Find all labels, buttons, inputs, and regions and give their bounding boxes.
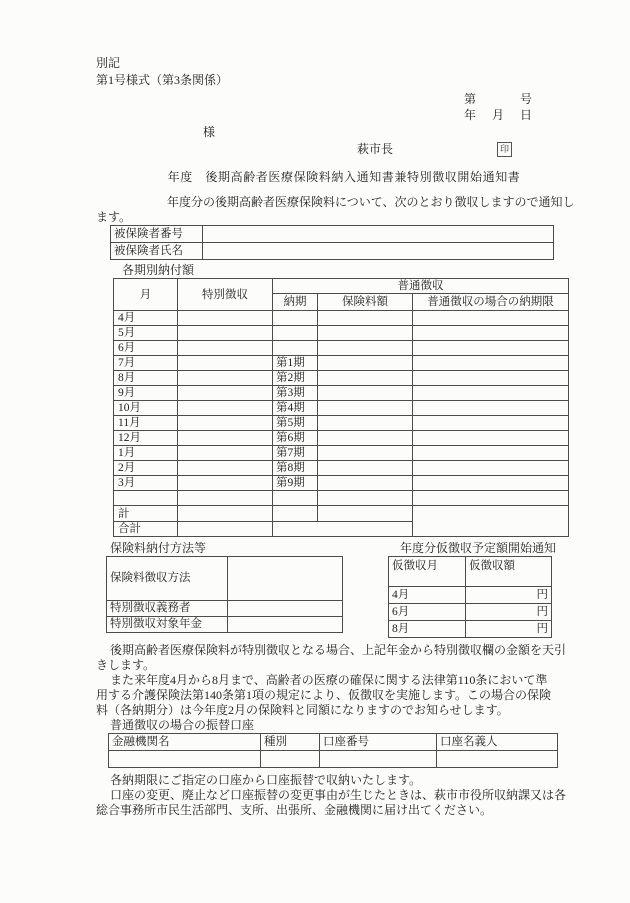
amount-cell (318, 461, 413, 476)
month-cell: 4月 (114, 311, 178, 326)
footer-line: 口座の変更、廃止など口座振替の変更事由が生じたときは、萩市市役所収納課又は各 (110, 788, 567, 802)
doc-number-date-block (96, 91, 568, 123)
month-cell: 2月 (114, 461, 178, 476)
deadline-header: 普通徴収の場合の納期限 (413, 294, 569, 311)
account-holder-header: 口座名義人 (437, 734, 558, 751)
insured-name-value (203, 243, 554, 260)
doc-number-line: 第 号 (463, 92, 534, 106)
period-cell (273, 491, 318, 506)
deadline-cell (413, 311, 569, 326)
intro-line-1: 年度分の後期高齢者医療保険料について、次のとおり徴収しますので通知し (167, 195, 575, 209)
period-header: 納期 (273, 294, 318, 311)
addressee-line (96, 124, 568, 140)
mayor-seal-icon: 印 (497, 142, 512, 157)
special-amount-cell (178, 311, 273, 326)
deadline-cell (413, 371, 569, 386)
payment-row-feb (114, 461, 569, 476)
period-cell: 第8期 (273, 461, 318, 476)
provisional-header-row (389, 557, 552, 587)
subtotal-label: 計 (114, 506, 178, 522)
amount-cell (318, 416, 413, 431)
month-cell: 12月 (114, 431, 178, 446)
date-line: 年 月 日 (463, 108, 534, 122)
deadline-cell (413, 491, 569, 506)
bottom-tables (96, 556, 568, 638)
provisional-month-header: 仮徴収月 (389, 557, 466, 587)
special-amount-cell (178, 341, 273, 356)
special-pension-label: 特別徴収対象年金 (107, 617, 228, 633)
special-collection-header: 特別徴収 (178, 279, 273, 311)
deadline-cell (413, 341, 569, 356)
ordinary-collection-header: 普通徴収 (273, 279, 569, 294)
deadline-cell (413, 416, 569, 431)
special-amount-cell (178, 371, 273, 386)
period-cell: 第9期 (273, 476, 318, 491)
deadline-cell (413, 356, 569, 371)
account-type-header: 種別 (261, 734, 320, 751)
provisional-row-jun (389, 604, 552, 621)
special-amount-cell (178, 476, 273, 491)
deadline-cell (413, 431, 569, 446)
special-pension-value (228, 617, 343, 633)
addressee-honorific: 様 (203, 125, 216, 139)
method-table (106, 556, 343, 633)
amount-cell (318, 401, 413, 416)
special-obligor-row (107, 601, 343, 617)
month-cell: 8月 (114, 371, 178, 386)
note-line: 用する介護保険法第140条第1項の規定により、仮徴収を実施します。この場合の保険 (96, 688, 552, 702)
bank-name-value (109, 751, 261, 768)
form-number: 第1号様式（第3条関係） (96, 73, 229, 87)
deadline-cell (413, 461, 569, 476)
payment-table (113, 278, 569, 537)
section-captions (96, 541, 568, 555)
insured-table (110, 225, 554, 260)
issuer-line (96, 140, 568, 158)
special-amount-cell (178, 431, 273, 446)
month-cell (114, 491, 178, 506)
special-pension-row (107, 617, 343, 633)
provisional-month-cell: 6月 (389, 604, 466, 621)
payment-row-aug (114, 371, 569, 386)
period-cell: 第7期 (273, 446, 318, 461)
period-cell (273, 506, 318, 522)
provisional-amount-header: 仮徴収額 (466, 557, 552, 587)
amount-cell (318, 386, 413, 401)
amount-cell (318, 446, 413, 461)
note-line: 料（各納期分）は今年度2月の保険料と同額になりますのでお知らせします。 (96, 703, 509, 717)
deadline-cell (413, 446, 569, 461)
insured-number-value (203, 226, 554, 243)
insured-name-row (111, 243, 554, 260)
footer-line: 総合事務所市民生活部門、支所、出張所、金融機関に届け出てください。 (96, 803, 493, 817)
period-cell (273, 326, 318, 341)
payment-row-may (114, 326, 569, 341)
payment-subtotal-row (114, 506, 569, 522)
period-cell: 第5期 (273, 416, 318, 431)
provisional-caption: 年度分仮徴収予定額開始通知 (399, 541, 556, 555)
intro-paragraph (96, 195, 575, 225)
special-amount-cell (178, 522, 273, 537)
account-value-row (109, 751, 558, 768)
deadline-cell (413, 326, 569, 341)
total-label: 合計 (114, 522, 178, 537)
payment-row-blank (114, 491, 569, 506)
payment-row-nov (114, 416, 569, 431)
payment-row-jan (114, 446, 569, 461)
marginal-note: 別記 (96, 56, 121, 70)
period-cell: 第1期 (273, 356, 318, 371)
issuer-name: 萩市長 (357, 142, 394, 156)
special-amount-cell (178, 356, 273, 371)
amount-cell (318, 311, 413, 326)
payment-header-row-1 (114, 279, 569, 294)
period-cell (273, 311, 318, 326)
payment-row-apr (114, 311, 569, 326)
account-holder-value (437, 751, 558, 768)
intro-line-2: ます。 (96, 210, 132, 224)
amount-cell (318, 326, 413, 341)
month-cell: 11月 (114, 416, 178, 431)
account-type-value (261, 751, 320, 768)
special-amount-cell (178, 386, 273, 401)
special-amount-cell (178, 416, 273, 431)
provisional-month-cell: 4月 (389, 587, 466, 604)
account-header-row (109, 734, 558, 751)
month-cell: 5月 (114, 326, 178, 341)
payment-row-mar (114, 476, 569, 491)
footer-note-1: 各納期限にご指定の口座から口座振替で収納いたします。 (110, 773, 422, 787)
note-line: 後期高齢者医療保険料が特別徴収となる場合、上記年金から特別徴収欄の金額を天引 (110, 643, 567, 657)
account-table (108, 733, 558, 768)
provisional-amount-cell: 円 (466, 587, 552, 604)
month-cell: 1月 (114, 446, 178, 461)
provisional-row-apr (389, 587, 552, 604)
month-cell: 10月 (114, 401, 178, 416)
amount-cell (318, 476, 413, 491)
insured-name-label: 被保険者氏名 (111, 243, 203, 260)
provisional-table (388, 556, 552, 638)
method-caption: 保険料納付方法等 (110, 541, 207, 555)
account-number-value (320, 751, 437, 768)
amount-cell (318, 341, 413, 356)
insured-number-row (111, 226, 554, 243)
note-line: きします。 (96, 658, 156, 672)
special-amount-cell (178, 401, 273, 416)
deadline-cell (413, 506, 569, 537)
deadline-cell (413, 386, 569, 401)
provisional-collection-note (96, 673, 568, 718)
period-cell: 第6期 (273, 431, 318, 446)
month-cell: 7月 (114, 356, 178, 371)
special-amount-cell (178, 491, 273, 506)
provisional-row-aug (389, 621, 552, 638)
payment-row-oct (114, 401, 569, 416)
collection-method-label: 保険料徴収方法 (107, 557, 228, 601)
document-title: 年度 後期高齢者医療保険料納入通知書兼特別徴収開始通知書 (167, 170, 521, 184)
payment-row-sep (114, 386, 569, 401)
amount-cell (318, 506, 413, 522)
special-amount-cell (178, 461, 273, 476)
payment-row-jun (114, 341, 569, 356)
amount-cell (318, 371, 413, 386)
collection-method-row (107, 557, 343, 601)
payment-table-caption: 各期別納付額 (122, 263, 195, 277)
account-caption: 普通徴収の場合の振替口座 (110, 718, 255, 732)
bank-name-header: 金融機関名 (109, 734, 261, 751)
provisional-amount-cell: 円 (466, 621, 552, 638)
insured-number-label: 被保険者番号 (111, 226, 203, 243)
amount-cell (318, 356, 413, 371)
period-cell: 第4期 (273, 401, 318, 416)
deadline-cell (413, 401, 569, 416)
month-cell: 3月 (114, 476, 178, 491)
month-header: 月 (114, 279, 178, 311)
amount-cell (318, 491, 413, 506)
month-cell: 9月 (114, 386, 178, 401)
special-amount-cell (178, 326, 273, 341)
period-cell (273, 341, 318, 356)
special-obligor-label: 特別徴収義務者 (107, 601, 228, 617)
period-cell: 第3期 (273, 386, 318, 401)
amount-cell (318, 431, 413, 446)
account-number-header: 口座番号 (320, 734, 437, 751)
deadline-cell (413, 476, 569, 491)
note-line: また来年度4月から8月まで、高齢者の医療の確保に関する法律第110条において準 (110, 673, 548, 687)
payment-row-jul (114, 356, 569, 371)
amount-cell (273, 522, 413, 537)
provisional-amount-cell: 円 (466, 604, 552, 621)
amount-header: 保険料額 (318, 294, 413, 311)
payment-row-dec (114, 431, 569, 446)
month-cell: 6月 (114, 341, 178, 356)
provisional-month-cell: 8月 (389, 621, 466, 638)
special-amount-cell (178, 446, 273, 461)
special-collection-note (96, 643, 568, 673)
footer-note-2 (96, 788, 568, 818)
collection-method-value (228, 557, 343, 601)
special-obligor-value (228, 601, 343, 617)
special-amount-cell (178, 506, 273, 522)
period-cell: 第2期 (273, 371, 318, 386)
